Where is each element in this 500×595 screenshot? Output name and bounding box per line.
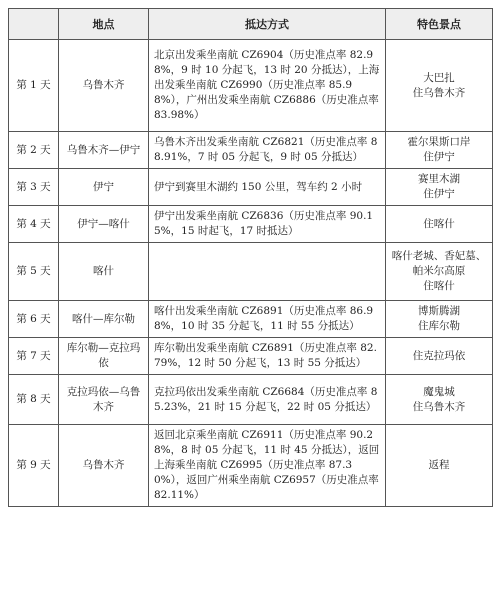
header-place: 地点 bbox=[59, 9, 149, 40]
route-cell: 乌鲁木齐出发乘坐南航 CZ6821（历史准点率 88.91%，7 时 05 分起飞，9 时 05 分抵达） bbox=[149, 132, 386, 169]
route-cell: 返回北京乘坐南航 CZ6911（历史准点率 90.28%，8 时 05 分起飞，11 时 45 分抵达），返回上海乘坐南航 CZ6995（历史准点率 87.30%），返回广州乘坐南航 CZ6957（历史准点率 82.11%） bbox=[149, 425, 386, 507]
table-row bbox=[9, 206, 493, 243]
day-cell: 第 4 天 bbox=[9, 206, 59, 243]
spot-line: 赛里木湖 bbox=[418, 173, 460, 185]
itinerary-table-container bbox=[8, 8, 492, 507]
day-cell: 第 7 天 bbox=[9, 338, 59, 375]
day-cell: 第 3 天 bbox=[9, 169, 59, 206]
route-cell: 克拉玛依出发乘坐南航 CZ6684（历史准点率 85.23%，21 时 15 分起飞，22 时 05 分抵达） bbox=[149, 375, 386, 425]
table-row bbox=[9, 169, 493, 206]
day-cell: 第 1 天 bbox=[9, 40, 59, 132]
place-cell: 库尔勒—克拉玛依 bbox=[59, 338, 149, 375]
itinerary-table bbox=[8, 8, 493, 507]
table-row bbox=[9, 301, 493, 338]
route-cell: 伊宁到赛里木湖约 150 公里，驾车约 2 小时 bbox=[149, 169, 386, 206]
header-day bbox=[9, 9, 59, 40]
spots-cell bbox=[386, 301, 493, 338]
day-cell: 第 8 天 bbox=[9, 375, 59, 425]
spot-line: 住喀什 bbox=[423, 280, 455, 292]
day-cell: 第 5 天 bbox=[9, 243, 59, 301]
header-spots: 特色景点 bbox=[386, 9, 493, 40]
table-row bbox=[9, 132, 493, 169]
table-body bbox=[9, 40, 493, 507]
spot-line: 返程 bbox=[428, 459, 450, 471]
spot-line: 大巴扎 bbox=[423, 71, 455, 84]
spot-line: 霍尔果斯口岸 bbox=[407, 136, 471, 148]
place-cell: 乌鲁木齐—伊宁 bbox=[59, 132, 149, 169]
route-cell: 库尔勒出发乘坐南航 CZ6891（历史准点率 82.79%，12 时 50 分起飞，13 时 55 分抵达） bbox=[149, 338, 386, 375]
place-cell: 克拉玛依—乌鲁木齐 bbox=[59, 375, 149, 425]
spot-line: 住库尔勒 bbox=[418, 320, 460, 332]
place-cell: 喀什 bbox=[59, 243, 149, 301]
day-cell: 第 9 天 bbox=[9, 425, 59, 507]
spots-cell bbox=[386, 243, 493, 301]
spot-line: 住克拉玛依 bbox=[412, 349, 466, 362]
spot-line: 博斯腾湖 bbox=[418, 305, 460, 317]
day-cell: 第 6 天 bbox=[9, 301, 59, 338]
spots-cell bbox=[386, 375, 493, 425]
spots-cell bbox=[386, 206, 493, 243]
route-cell bbox=[149, 243, 386, 301]
spots-cell bbox=[386, 132, 493, 169]
route-cell: 喀什出发乘坐南航 CZ6891（历史准点率 86.98%，10 时 35 分起飞，11 时 55 分抵达） bbox=[149, 301, 386, 338]
place-cell: 乌鲁木齐 bbox=[59, 40, 149, 132]
place-cell: 伊宁—喀什 bbox=[59, 206, 149, 243]
table-row bbox=[9, 425, 493, 507]
table-header-row bbox=[9, 9, 493, 40]
spot-line: 住伊宁 bbox=[423, 188, 455, 200]
place-cell: 乌鲁木齐 bbox=[59, 425, 149, 507]
spots-cell bbox=[386, 338, 493, 375]
route-cell: 北京出发乘坐南航 CZ6904（历史准点率 82.98%，9 时 10 分起飞，13 时 20 分抵达），上海出发乘坐南航 CZ6990（历史准点率 85.98%），广州出发乘坐南航 CZ6886（历史准点率 83.98%） bbox=[149, 40, 386, 132]
table-row bbox=[9, 338, 493, 375]
spot-line: 住乌鲁木齐 bbox=[412, 86, 466, 99]
spots-cell bbox=[386, 40, 493, 132]
spot-line: 住乌鲁木齐 bbox=[412, 400, 466, 413]
spot-line: 住喀什 bbox=[423, 217, 455, 230]
table-row bbox=[9, 375, 493, 425]
spot-line: 魔鬼城 bbox=[423, 385, 455, 398]
place-cell: 喀什—库尔勒 bbox=[59, 301, 149, 338]
day-cell: 第 2 天 bbox=[9, 132, 59, 169]
header-route: 抵达方式 bbox=[149, 9, 386, 40]
table-row bbox=[9, 243, 493, 301]
place-cell: 伊宁 bbox=[59, 169, 149, 206]
route-cell: 伊宁出发乘坐南航 CZ6836（历史准点率 90.15%，15 时起飞，17 时抵达） bbox=[149, 206, 386, 243]
spot-line: 住伊宁 bbox=[423, 151, 455, 163]
spot-line: 喀什老城、香妃墓、帕米尔高原 bbox=[391, 250, 487, 277]
spots-cell bbox=[386, 169, 493, 206]
table-row bbox=[9, 40, 493, 132]
spots-cell bbox=[386, 425, 493, 507]
